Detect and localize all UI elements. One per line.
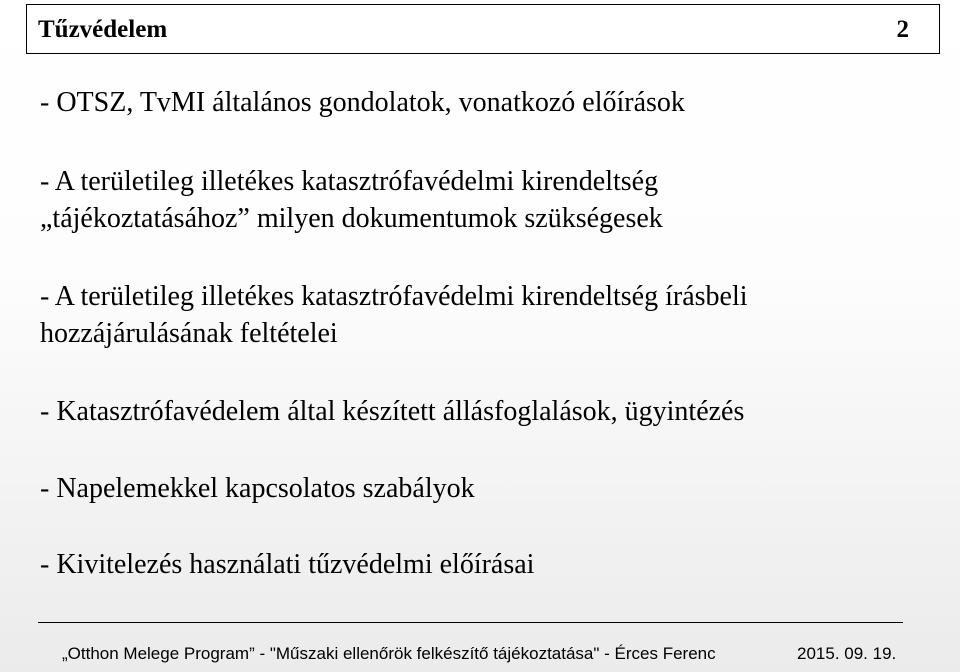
bullet-line: - Katasztrófavédelem által készített állásfoglalások, ügyintézés <box>40 396 745 427</box>
bullet-line: hozzájárulásának feltételei <box>40 318 338 349</box>
footer-date: 2015. 09. 19. <box>797 644 897 663</box>
bullet-line: - A területileg illetékes katasztrófavédelmi kirendeltség <box>40 166 659 197</box>
bullet-item <box>40 470 475 507</box>
bullet-item <box>40 546 534 583</box>
slide-title: Tűzvédelem <box>38 16 168 43</box>
footer-divider <box>38 622 903 623</box>
slide-header <box>26 4 940 54</box>
bullet-item <box>40 163 663 237</box>
bullet-line: - A területileg illetékes katasztrófavédelmi kirendeltség írásbeli <box>40 281 748 312</box>
bullet-item <box>40 278 748 352</box>
slide-number: 2 <box>896 16 909 43</box>
bullet-item <box>40 393 744 430</box>
bullet-line: - OTSZ, TvMI általános gondolatok, vonatkozó előírások <box>40 87 685 118</box>
bullet-line: - Napelemekkel kapcsolatos szabályok <box>40 473 475 504</box>
bullet-line: - Kivitelezés használati tűzvédelmi előírásai <box>40 549 535 580</box>
bullet-item <box>40 84 685 121</box>
footer-text: „Otthon Melege Program” - "Műszaki ellenőrök felkészítő tájékoztatása" - Érces Ferenc <box>62 644 716 663</box>
bullet-line: „tájékoztatásához” milyen dokumentumok szükségesek <box>40 203 663 234</box>
